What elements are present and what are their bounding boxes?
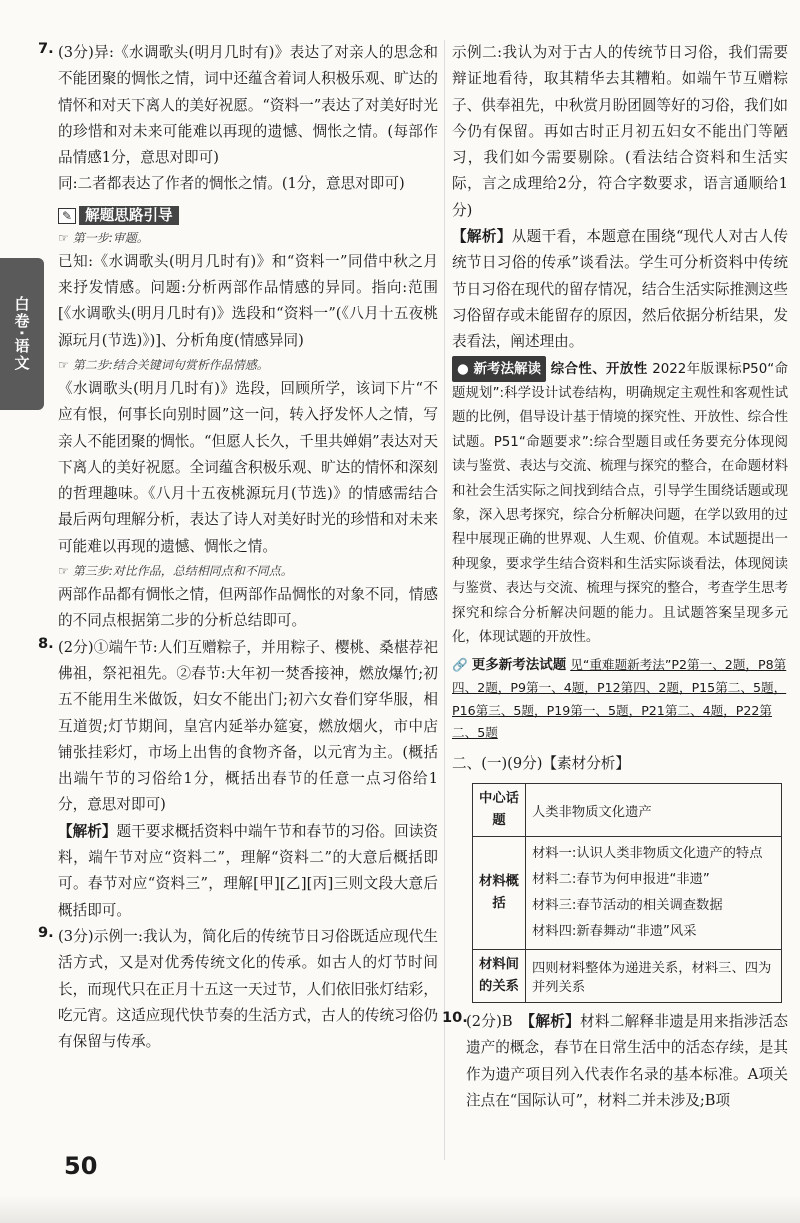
table-head: 材料间的关系 (473, 950, 526, 1003)
section-heading: 二、(一)(9分)【素材分析】 (452, 754, 630, 772)
pointing-hand-icon: ☞ (58, 357, 69, 372)
more-questions: 🔗 更多新考法试题 见“重难题新考法”P2第一、2题，P8第四、2题，P9第一、4题，P12第四、2题，P15第二、5题，P16第三、5题，P19第一、5题，P21第二、4题，P22第二、5题 (452, 657, 787, 741)
material-table (472, 783, 782, 1003)
table-cell: 材料一:认识人类非物质文化遗产的特点 材料二:春节为何申报进“非遗” 材料三:春节活动的相关调查数据 材料四:新春舞动“非遗”风采 (526, 837, 782, 950)
question-number: 9. (38, 923, 54, 941)
question-9 (38, 923, 438, 1055)
question-number: 7. (38, 40, 54, 57)
page-edge (0, 1195, 800, 1223)
question-number: 10. (442, 1009, 468, 1027)
answer-text: (3分)异:《水调歌头(明月几时有)》表达了对亲人的思念和不能团聚的惆怅之情，词中还蕴含着词人积极乐观、旷达的情怀和对天下离人的美好祝愿。“资料一”表达了对美好时光的珍惜和对未来可能难以再现的遗憾、惆怅之情。(每部作品情感1分，意思对即可) (58, 44, 438, 167)
answer-text: (2分)B 【解析】材料二解释非遗是用来指涉活态遗产的概念，春节在日常生活中的活态存续，是其作为遗产项目列入代表作名录的基本标准。A项关注点在“国际认可”，材料二并未涉及;B项 (466, 1013, 788, 1109)
answer-text: 同:二者都表达了作者的惆怅之情。(1分，意思对即可) (58, 175, 405, 193)
pointing-hand-icon: ☞ (58, 230, 69, 245)
question-8 (38, 634, 438, 924)
lightbulb-icon: ● (457, 360, 469, 377)
step-3-text: 两部作品都有惆怅之情，但两部作品惆怅的对象不同，情感的不同点根据第二步的分析总结即可。 (58, 586, 438, 630)
question-10 (442, 1009, 788, 1114)
new-method-badge: ● 新考法解读 (452, 356, 546, 382)
new-method-note: ● 新考法解读 综合性、开放性 2022年版课标P50“命题规划”:科学设计试卷结构，明确规定主观性和客观性试题的比例，倡导设计基于情境的探究性、开放性、综合性试题。P51“命题要求”:综合型题目或任务要充分体现阅读与鉴赏、表达与交流、梳理与探究的整合，在命题材料和社会生活实际之间找到结合点，引导学生围绕话题或现象，深入思考探究，综合分析解决问题，在学以致用的过程中展现正确的世界观、人生观、价值观。本试题提出一种现象，要求学生结合资料和生活实际谈看法，体现阅读与鉴赏、表达与交流、梳理与探究的整合，考查学生思考探究和综合分析解决问题的能力。且试题答案呈现多元化，体现试题的开放性。 (452, 356, 788, 651)
question-7 (38, 40, 438, 198)
link-icon: 🔗 (452, 657, 468, 673)
table-cell: 四则材料整体为递进关系，材料三、四为并列关系 (526, 950, 782, 1003)
step-1-text: 已知:《水调歌头(明月几时有)》和“资料一”同借中秋之月来抒发情感。问题:分析两部作品情感的异同。指向:范围[《水调歌头(明月几时有)》选段和“资料一”(《八月十五夜桃源玩月(节选)》)]、分析角度(情感异同) (58, 252, 438, 349)
page-number: 50 (64, 1152, 98, 1180)
left-column (38, 40, 438, 1055)
book-icon: ✎ (58, 208, 76, 224)
right-column (442, 40, 788, 1114)
analysis-text: 【解析】题干要求概括资料中端午节和春节的习俗。回读资料，端午节对应“资料二”，理解“资料二”的大意后概括即可。春节对应“资料三”，理解[甲][乙][丙]三则文段大意后概括即可。 (58, 822, 438, 919)
answer-text: (3分)示例一:我认为，简化后的传统节日习俗既适应现代生活方式，又是对优秀传统文化的传承。如古人的灯节时间长，而现代只在正月十五这一天过节，人们依旧张灯结彩，吃元宵。这适应现代快节奏的生活方式，古人的传统习俗仍有保留与传承。 (58, 927, 438, 1051)
step-1-label: ☞ 第一步:审题。 (58, 230, 149, 245)
step-2-text: 《水调歌头(明月几时有)》选段，回顾所学，该词下片“不应有恨，何事长向别时圆”这一问，转入抒发怀人之情，写亲人不能团聚的惆怅。“但愿人长久，千里共婵娟”表达对天下离人的美好祝愿。全词蕴含积极乐观、旷达的情怀和深刻的哲理趣味。《八月十五夜桃源玩月(节选)》的情感需结合最后两句理解分析，表达了诗人对美好时光的珍惜和对未来可能难以再现的遗憾、惆怅之情。 (58, 379, 438, 555)
side-tab: 白卷·语文 (0, 258, 44, 410)
question-number: 8. (38, 634, 54, 652)
table-head: 材料概括 (473, 837, 526, 950)
guide-heading: ✎ 解题思路引导 (58, 204, 179, 225)
answer-text: 示例二:我认为对于古人的传统节日习俗，我们需要辩证地看待，取其精华去其糟粕。如端午节互赠粽子、供奉祖先，中秋赏月盼团圆等好的习俗，我们如今仍有保留。再如古时正月初五妇女不能出门等陋习，我们如今需要剔除。(看法结合资料和生活实际，言之成理给2分，符合字数要求，语言通顺给1分) (452, 44, 788, 219)
answer-text: (2分)①端午节:人们互赠粽子，并用粽子、樱桃、桑椹荐祀佛祖，祭祀祖先。②春节:大年初一焚香接神，燃放爆竹;初五不能用生米做饭，妇女不能出门;初六女眷们穿华服，相互道贺;灯节期间，皇宫内延举办筵宴，燃放烟火，市中店铺张挂彩灯，市场上出售的食物齐备，以元宵为主。(概括出端午节的习俗给1分，概括出春节的任意一点习俗给1分，意思对即可) (58, 638, 438, 814)
pointing-hand-icon: ☞ (58, 564, 69, 579)
analysis-text: 【解析】从题干看，本题意在围绕“现代人对古人传统节日习俗的传承”谈看法。学生可分析资料中传统节日习俗在现代的留存情况，结合生活实际推测这些习俗留存或未能留存的原因，然后依据分析结果，发表看法，阐述理由。 (452, 228, 788, 351)
step-2-label: ☞ 第二步:结合关键词句赏析作品情感。 (58, 357, 269, 372)
badge-topic: 综合性、开放性 (550, 361, 648, 377)
table-cell: 人类非物质文化遗产 (526, 784, 782, 837)
step-3-label: ☞ 第三步:对比作品，总结相同点和不同点。 (58, 564, 293, 579)
column-divider (444, 40, 445, 1160)
table-head: 中心话题 (473, 784, 526, 837)
